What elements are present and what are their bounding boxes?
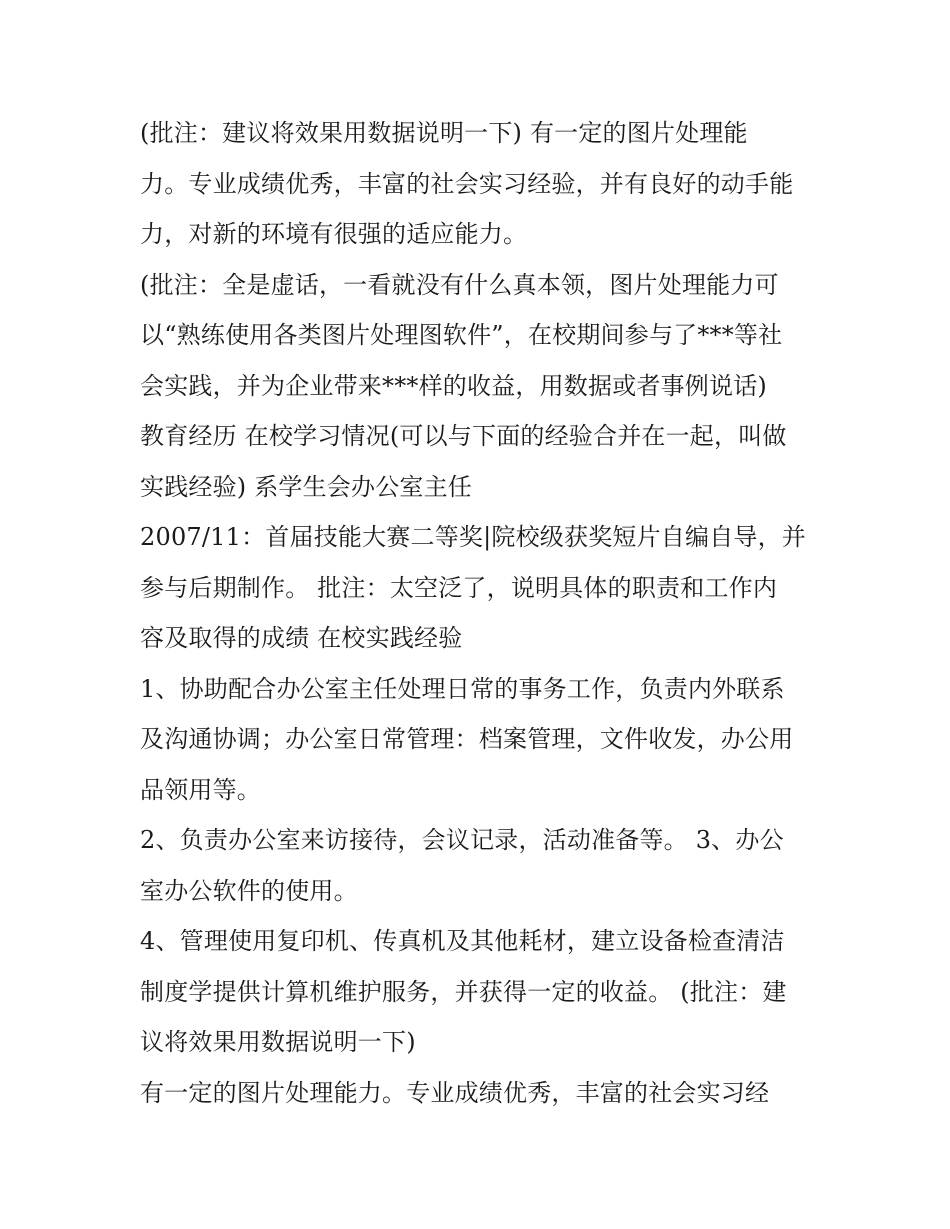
list-item-1 xyxy=(140,664,820,816)
text-line: 制度学提供计算机维护服务，并获得一定的收益。 (批注：建 xyxy=(140,977,787,1006)
paragraph-education xyxy=(140,411,820,512)
text-line: 会实践，并为企业带来***样的收益，用数据或者事例说话) xyxy=(140,371,767,400)
text-line: 2007/11：首届技能大赛二等奖|院校级获奖短片自编自导，并 xyxy=(140,523,806,551)
paragraph-award xyxy=(140,512,820,664)
text-line: 品领用等。 xyxy=(140,775,261,804)
text-line: 教育经历 在校学习情况(可以与下面的经验合并在一起，叫做 xyxy=(140,422,787,450)
text-line: 有一定的图片处理能力。专业成绩优秀，丰富的社会实习经 xyxy=(140,1078,770,1107)
text-line: 力。专业成绩优秀，丰富的社会实习经验，并有良好的动手能 xyxy=(140,169,794,198)
paragraph-reviewer-comment xyxy=(140,260,820,412)
list-item-2-3 xyxy=(140,815,820,916)
text-line: 2、负责办公室来访接待，会议记录，活动准备等。 3、办公 xyxy=(140,826,784,854)
text-line: 室办公软件的使用。 xyxy=(140,876,358,905)
document-body xyxy=(140,108,820,1118)
text-line: (批注：建议将效果用数据说明一下) 有一定的图片处理能 xyxy=(140,119,748,147)
text-line: 及沟通协调；办公室日常管理：档案管理，文件收发，办公用 xyxy=(140,725,794,753)
list-item-4 xyxy=(140,916,820,1068)
paragraph-image-skills xyxy=(140,1068,820,1119)
text-line: 实践经验) 系学生会办公室主任 xyxy=(140,472,472,501)
text-line: 力，对新的环境有很强的适应能力。 xyxy=(140,220,528,248)
text-line: 议将效果用数据说明一下) xyxy=(140,1028,416,1056)
text-line: 1、协助配合办公室主任处理日常的事务工作，负责内外联系 xyxy=(140,674,785,703)
text-line: (批注：全是虚话，一看就没有什么真本领，图片处理能力可 xyxy=(140,270,779,299)
text-line: 参与后期制作。 批注：太空泛了，说明具体的职责和工作内 xyxy=(140,573,778,602)
text-line: 容及取得的成绩 在校实践经验 xyxy=(140,624,463,652)
paragraph-image-skills-note xyxy=(140,108,820,260)
text-line: 4、管理使用复印机、传真机及其他耗材，建立设备检查清洁 xyxy=(140,927,785,955)
text-line: 以“熟练使用各类图片处理图软件”，在校期间参与了***等社 xyxy=(140,321,783,349)
